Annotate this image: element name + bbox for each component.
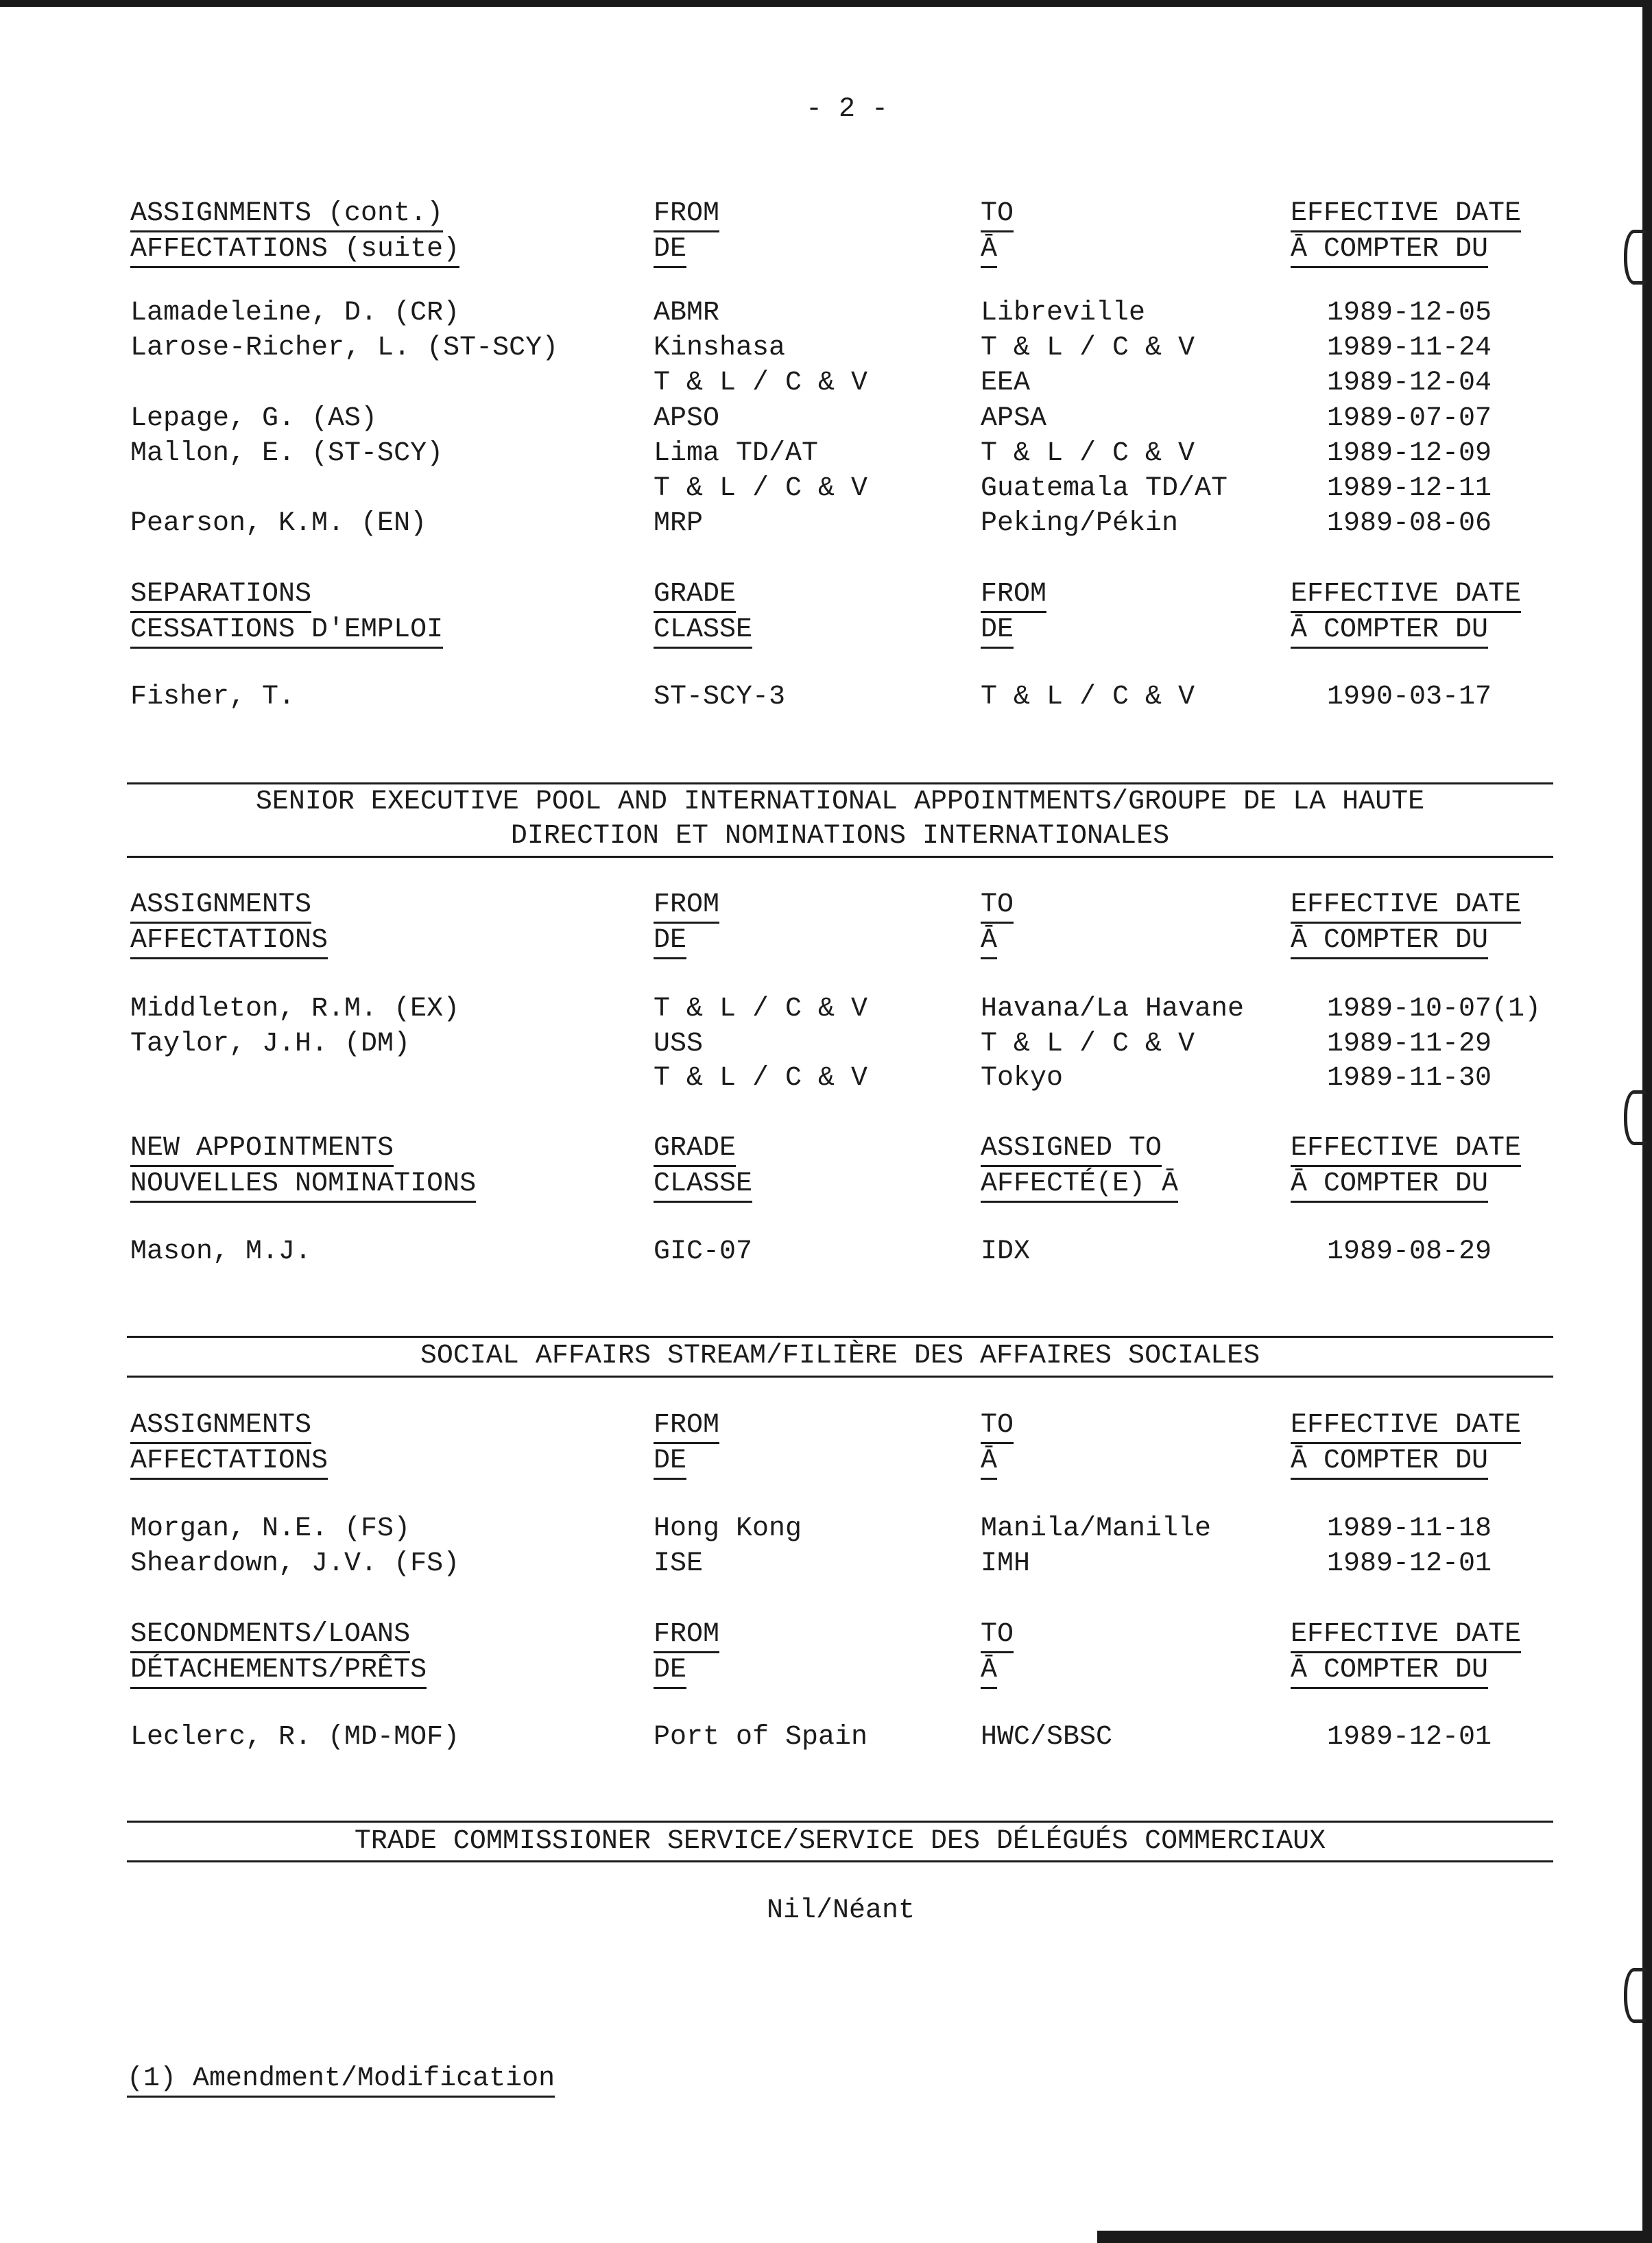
employee-name: Taylor, J.H. (DM) <box>130 1029 411 1059</box>
column-header <box>654 1448 686 1475</box>
employee-name: Pearson, K.M. (EN) <box>130 508 427 539</box>
column-header <box>654 1621 719 1648</box>
employee-name: Morgan, N.E. (FS) <box>130 1513 411 1544</box>
header-english: FROM <box>654 889 719 924</box>
to-cell: EEA <box>981 368 1031 398</box>
banner-social: SOCIAL AFFAIRS STREAM/FILIÈRE DES AFFAIRES SOCIALES <box>420 1341 1260 1371</box>
from-cell: MRP <box>654 508 704 539</box>
header-french: DE <box>654 1655 686 1689</box>
footnote-text: (1) Amendment/Modification <box>127 2063 555 2098</box>
header-french: Ā COMPTER DU <box>1291 1168 1488 1203</box>
header-french: AFFECTATIONS <box>130 1446 328 1480</box>
column-header <box>1291 1448 1488 1475</box>
to-cell: IDX <box>981 1236 1031 1267</box>
header-french: Ā COMPTER DU <box>1291 925 1488 959</box>
date-cell: 1989-12-09 <box>1327 438 1492 469</box>
from-cell: Hong Kong <box>654 1513 802 1544</box>
column-header <box>1291 200 1521 228</box>
date-cell: 1989-12-11 <box>1327 473 1492 504</box>
date-cell: 1989-12-01 <box>1327 1548 1492 1579</box>
column-header <box>130 1135 394 1162</box>
header-french: AFFECTATIONS <box>130 925 328 959</box>
header-french: CLASSE <box>654 1168 752 1203</box>
employee-name: Lamadeleine, D. (CR) <box>130 298 460 328</box>
employee-name: Larose-Richer, L. (ST-SCY) <box>130 333 559 363</box>
date-cell: 1989-08-29 <box>1327 1236 1492 1267</box>
header-english: SEPARATIONS <box>130 579 311 613</box>
header-french: CESSATIONS D'EMPLOI <box>130 614 443 649</box>
header-french: Ā <box>981 1655 997 1689</box>
column-header <box>130 616 443 644</box>
to-cell: T & L / C & V <box>981 682 1195 712</box>
header-french: Ā COMPTER DU <box>1291 1655 1488 1689</box>
column-header <box>1291 1135 1521 1162</box>
header-english: GRADE <box>654 1133 736 1167</box>
from-cell: T & L / C & V <box>654 473 868 504</box>
column-header <box>130 581 311 608</box>
binder-hole-icon <box>1624 1968 1647 2023</box>
column-header <box>654 616 752 644</box>
banner-trade: TRADE COMMISSIONER SERVICE/SERVICE DES DÉLÉGUÉS COMMERCIAUX <box>354 1826 1326 1857</box>
employee-name: Lepage, G. (AS) <box>130 403 378 434</box>
column-header <box>130 1657 427 1684</box>
header-french: Ā <box>981 925 997 959</box>
date-cell: 1989-12-05 <box>1327 298 1492 328</box>
header-english: EFFECTIVE DATE <box>1291 889 1521 924</box>
to-cell: Tokyo <box>981 1063 1064 1094</box>
from-cell: Lima TD/AT <box>654 438 819 469</box>
divider <box>127 1821 1553 1823</box>
column-header <box>130 927 328 955</box>
column-header <box>981 200 1014 228</box>
column-header <box>130 236 459 263</box>
to-cell: Guatemala TD/AT <box>981 473 1228 504</box>
column-header <box>981 1168 1179 1199</box>
from-cell: GIC-07 <box>654 1236 753 1267</box>
column-header <box>1291 927 1488 955</box>
column-header <box>130 1621 410 1648</box>
date-cell: 1989-11-30 <box>1327 1063 1492 1094</box>
header-french: Ā <box>981 1446 997 1480</box>
from-cell: T & L / C & V <box>654 1063 868 1094</box>
to-cell: Peking/Pékin <box>981 508 1179 539</box>
divider <box>127 782 1553 784</box>
divider <box>127 1860 1553 1862</box>
date-cell: 1989-12-01 <box>1327 1722 1492 1753</box>
column-header <box>981 616 1014 644</box>
header-english: TO <box>981 889 1014 924</box>
header-english: ASSIGNMENTS <box>130 1410 311 1444</box>
header-english: EFFECTIVE DATE <box>1291 579 1521 613</box>
header-english: EFFECTIVE DATE <box>1291 1619 1521 1653</box>
header-french: DE <box>654 925 686 959</box>
from-cell: T & L / C & V <box>654 994 868 1024</box>
header-english: NEW APPOINTMENTS <box>130 1133 394 1167</box>
banner-senior-line1: SENIOR EXECUTIVE POOL AND INTERNATIONAL APPOINTMENTS/GROUPE DE LA HAUTE <box>255 787 1425 817</box>
column-header <box>981 1657 997 1684</box>
scan-top-edge <box>0 0 1652 7</box>
date-cell: 1989-11-24 <box>1327 333 1492 363</box>
from-cell: USS <box>654 1029 704 1059</box>
binder-hole-icon <box>1624 1090 1647 1145</box>
column-header <box>654 1657 686 1684</box>
column-header <box>654 236 686 263</box>
column-header <box>981 1412 1014 1439</box>
header-english: FROM <box>654 1410 719 1444</box>
date-cell: 1989-12-04 <box>1327 368 1492 398</box>
header-english: FROM <box>654 198 719 232</box>
from-cell: ST-SCY-3 <box>654 682 786 712</box>
from-cell: Port of Spain <box>654 1722 868 1753</box>
column-header <box>654 1168 753 1199</box>
employee-name: Mallon, E. (ST-SCY) <box>130 438 444 469</box>
column-header <box>130 1412 311 1439</box>
column-header <box>1291 581 1521 608</box>
employee-name: Middleton, R.M. (EX) <box>130 994 460 1024</box>
header-english: TO <box>981 198 1014 232</box>
date-cell: 1989-11-29 <box>1327 1029 1492 1059</box>
header-french: Ā COMPTER DU <box>1291 614 1488 649</box>
header-french: DE <box>981 614 1014 649</box>
header-french: DE <box>654 234 686 268</box>
column-header <box>1291 236 1488 263</box>
divider <box>127 1336 1553 1338</box>
header-french: AFFECTATIONS (suite) <box>130 234 459 268</box>
header-english: EFFECTIVE DATE <box>1291 1410 1521 1444</box>
column-header <box>981 891 1014 919</box>
footnote <box>127 2065 555 2093</box>
binder-hole-icon <box>1624 230 1647 285</box>
scan-bottom-edge <box>1097 2231 1652 2243</box>
column-header <box>130 891 311 919</box>
column-header <box>1291 616 1488 644</box>
date-cell: 1989-11-18 <box>1327 1513 1492 1544</box>
header-english: GRADE <box>654 579 736 613</box>
header-english: TO <box>981 1619 1014 1653</box>
header-english: EFFECTIVE DATE <box>1291 1133 1521 1167</box>
to-cell: T & L / C & V <box>981 1029 1195 1059</box>
column-header <box>654 891 719 919</box>
trade-nil-text: Nil/Néant <box>767 1895 915 1926</box>
column-header <box>130 1168 477 1199</box>
column-header <box>1291 891 1521 919</box>
column-header <box>1291 1168 1489 1199</box>
employee-name: Mason, M.J. <box>130 1236 312 1267</box>
header-english: ASSIGNMENTS (cont.) <box>130 198 443 232</box>
divider <box>127 1376 1553 1378</box>
column-header <box>981 1448 997 1475</box>
header-english: EFFECTIVE DATE <box>1291 198 1521 232</box>
column-header <box>654 927 686 955</box>
to-cell: T & L / C & V <box>981 333 1195 363</box>
header-french: DE <box>654 1446 686 1480</box>
employee-name: Sheardown, J.V. (FS) <box>130 1548 460 1579</box>
column-header <box>654 581 736 608</box>
date-cell: 1989-07-07 <box>1327 403 1492 434</box>
to-cell: HWC/SBSC <box>981 1722 1113 1753</box>
date-cell: 1990-03-17 <box>1327 682 1492 712</box>
header-french: AFFECTÉ(E) Ā <box>981 1168 1178 1203</box>
banner-senior-line2: DIRECTION ET NOMINATIONS INTERNATIONALES <box>510 821 1170 852</box>
header-french: Ā COMPTER DU <box>1291 1446 1488 1480</box>
employee-name: Leclerc, R. (MD-MOF) <box>130 1722 460 1753</box>
header-french: NOUVELLES NOMINATIONS <box>130 1168 476 1203</box>
column-header <box>981 927 997 955</box>
page-number: - 2 - <box>806 94 889 125</box>
header-english: FROM <box>654 1619 719 1653</box>
column-header <box>1291 1657 1488 1684</box>
from-cell: ABMR <box>654 298 720 328</box>
header-french: Ā <box>981 234 997 268</box>
to-cell: T & L / C & V <box>981 438 1195 469</box>
from-cell: T & L / C & V <box>654 368 868 398</box>
column-header <box>1291 1412 1521 1439</box>
header-english: ASSIGNMENTS <box>130 889 311 924</box>
from-cell: APSO <box>654 403 720 434</box>
column-header <box>981 236 997 263</box>
header-english: ASSIGNED TO <box>981 1133 1162 1167</box>
header-french: CLASSE <box>654 614 752 649</box>
column-header <box>130 200 443 228</box>
column-header <box>981 581 1046 608</box>
to-cell: APSA <box>981 403 1047 434</box>
header-english: TO <box>981 1410 1014 1444</box>
column-header <box>1291 1621 1521 1648</box>
to-cell: Manila/Manille <box>981 1513 1212 1544</box>
to-cell: Havana/La Havane <box>981 994 1245 1024</box>
to-cell: IMH <box>981 1548 1031 1579</box>
from-cell: ISE <box>654 1548 704 1579</box>
date-cell: 1989-08-06 <box>1327 508 1492 539</box>
employee-name: Fisher, T. <box>130 682 296 712</box>
column-header <box>981 1621 1014 1648</box>
header-english: SECONDMENTS/LOANS <box>130 1619 410 1653</box>
column-header <box>654 200 719 228</box>
divider <box>127 856 1553 858</box>
column-header <box>654 1135 736 1162</box>
date-cell: 1989-10-07(1) <box>1327 994 1542 1024</box>
to-cell: Libreville <box>981 298 1146 328</box>
header-french: DÉTACHEMENTS/PRÊTS <box>130 1655 427 1689</box>
column-header <box>130 1448 328 1475</box>
header-english: FROM <box>981 579 1046 613</box>
column-header <box>981 1135 1162 1162</box>
header-french: Ā COMPTER DU <box>1291 234 1488 268</box>
from-cell: Kinshasa <box>654 333 786 363</box>
column-header <box>654 1412 719 1439</box>
